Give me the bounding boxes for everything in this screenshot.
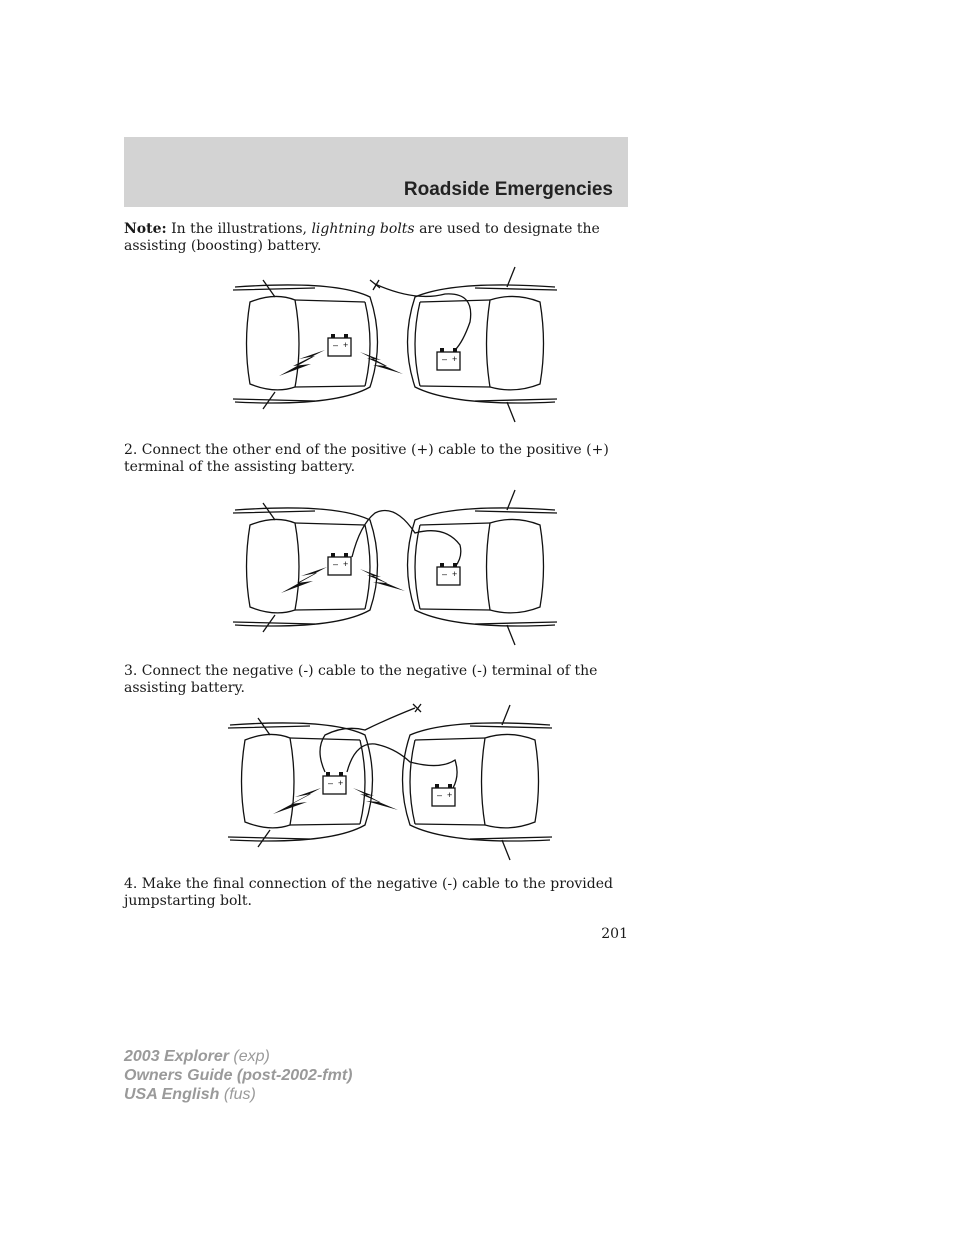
note-text-after: are used to designate the assisting (boosting) battery. bbox=[124, 221, 600, 254]
lightning-bolt-icon bbox=[273, 788, 321, 814]
footer-line-3 bbox=[124, 1085, 352, 1104]
negative-cable bbox=[320, 708, 415, 772]
footer-line-2 bbox=[124, 1066, 352, 1085]
assisting-vehicle-drawing bbox=[408, 267, 558, 422]
battery-plus-label: + bbox=[452, 354, 458, 364]
jumpstart-illustration-1 bbox=[215, 262, 565, 427]
battery-plus-label: + bbox=[338, 778, 344, 788]
lightning-bolt-icon bbox=[279, 350, 325, 376]
battery-minus-label: – bbox=[442, 569, 448, 579]
document-footer bbox=[124, 1047, 352, 1104]
lightning-bolt-icon bbox=[360, 352, 403, 374]
footer-language-code: (fus) bbox=[219, 1086, 256, 1103]
note-label: Note: bbox=[124, 221, 167, 237]
lightning-bolt-icon bbox=[360, 569, 405, 591]
battery-minus-label: – bbox=[442, 354, 448, 364]
battery-minus-label: – bbox=[437, 790, 443, 800]
footer-line-1 bbox=[124, 1047, 352, 1066]
jumpstart-illustration-2 bbox=[215, 485, 565, 650]
disabled-vehicle-drawing bbox=[233, 503, 378, 632]
lightning-bolt-icon bbox=[353, 788, 398, 810]
step-4-text: 4. Make the final connection of the negative (-) cable to the provided jumpstarting bolt. bbox=[124, 876, 613, 909]
footer-model: 2003 Explorer bbox=[124, 1048, 229, 1065]
battery-minus-label: – bbox=[333, 559, 339, 569]
step-2-text: 2. Connect the other end of the positive (+) cable to the positive (+) terminal of the assisting battery. bbox=[124, 442, 609, 475]
section-title: Roadside Emergencies bbox=[403, 179, 613, 200]
jumpstart-illustration-3 bbox=[215, 700, 565, 865]
battery-minus-label: – bbox=[328, 778, 334, 788]
assisting-vehicle-drawing bbox=[403, 705, 553, 860]
battery-plus-label: + bbox=[452, 569, 458, 579]
footer-guide: Owners Guide (post-2002-fmt) bbox=[124, 1067, 353, 1084]
lightning-bolt-icon bbox=[281, 567, 327, 593]
note-paragraph bbox=[124, 221, 624, 255]
footer-model-code: (exp) bbox=[228, 1048, 270, 1065]
section-header bbox=[124, 137, 628, 207]
disabled-vehicle-drawing bbox=[228, 718, 373, 847]
footer-language: USA English bbox=[124, 1086, 220, 1103]
note-text-before: In the illustrations, bbox=[171, 221, 312, 237]
disabled-vehicle-drawing bbox=[233, 280, 378, 409]
note-emphasis: lightning bolts bbox=[311, 221, 415, 237]
page-number: 201 bbox=[601, 926, 628, 942]
battery-plus-label: + bbox=[343, 559, 349, 569]
battery-plus-label: + bbox=[343, 340, 349, 350]
assisting-vehicle-drawing bbox=[408, 490, 558, 645]
battery-minus-label: – bbox=[333, 340, 339, 350]
step-3-text: 3. Connect the negative (-) cable to the negative (-) terminal of the assisting battery. bbox=[124, 663, 598, 696]
battery-plus-label: + bbox=[447, 790, 453, 800]
